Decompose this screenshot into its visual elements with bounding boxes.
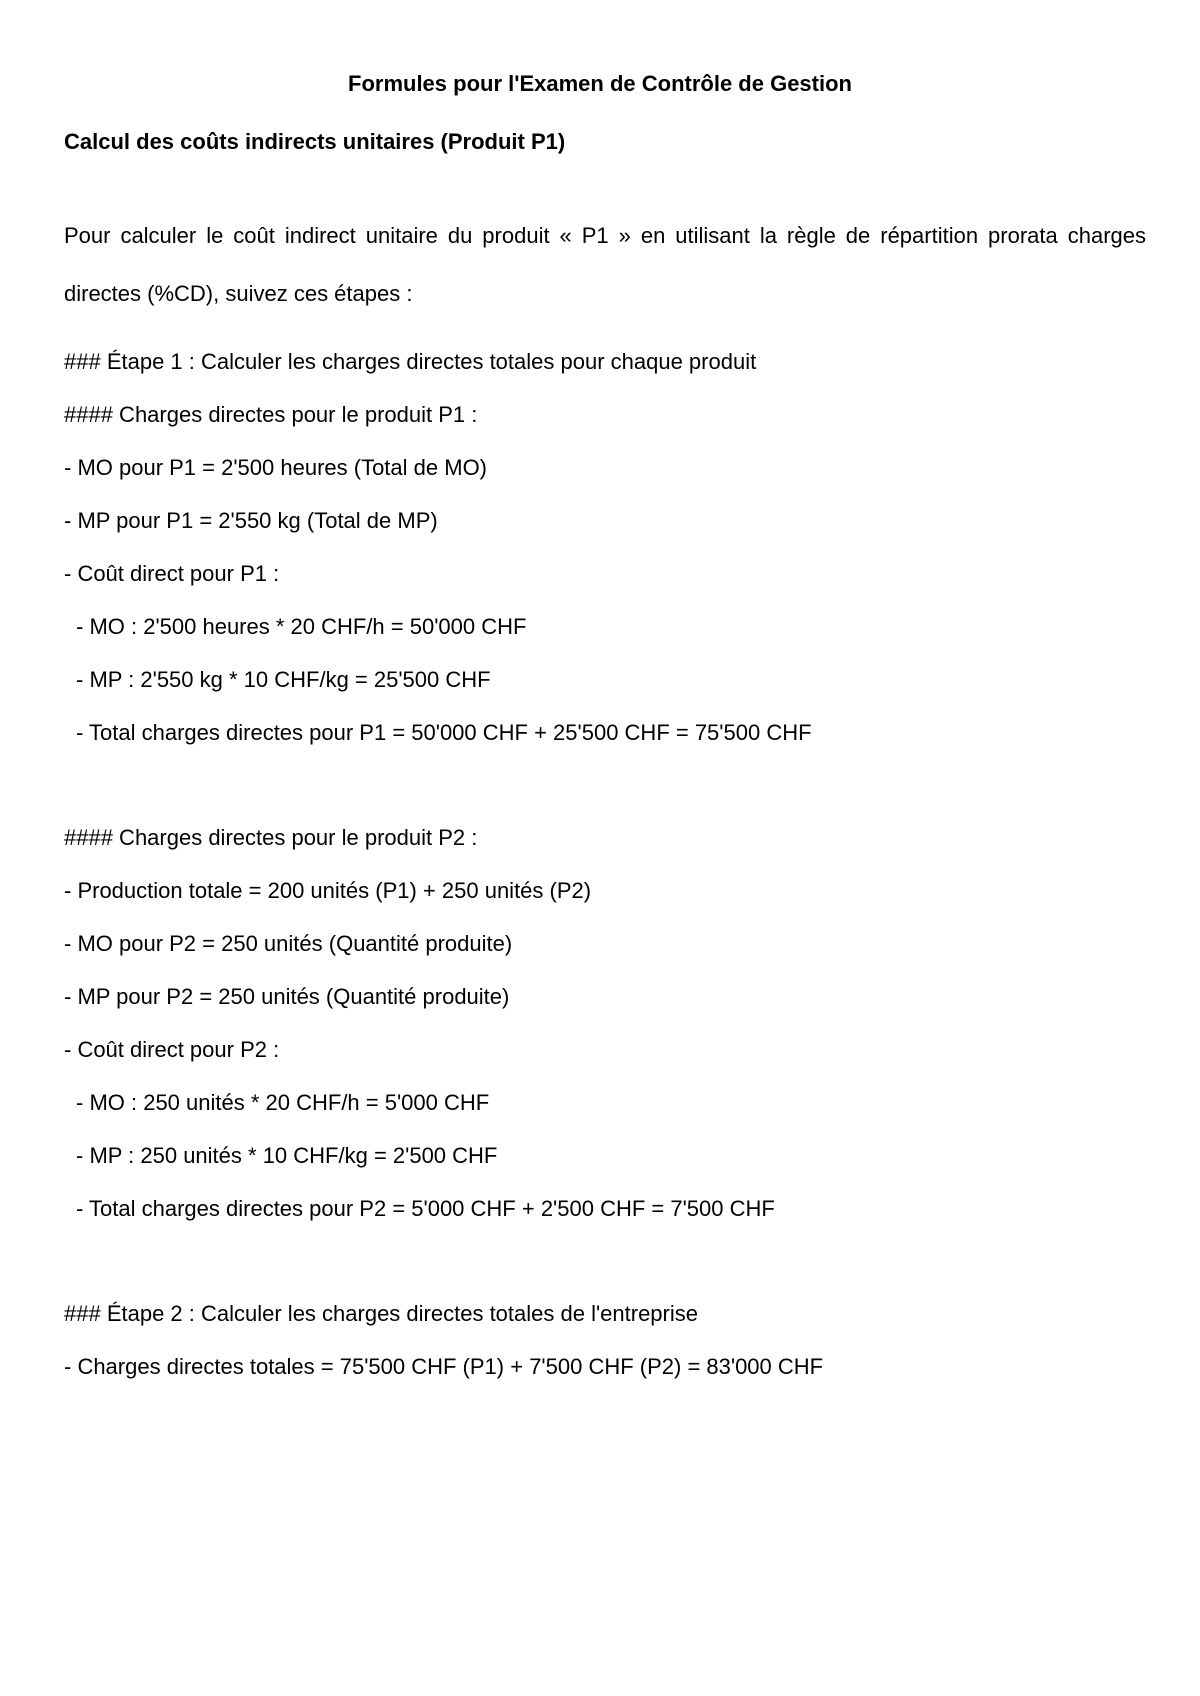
p1-subline-mp: - MP : 2'550 kg * 10 CHF/kg = 25'500 CHF — [76, 667, 491, 692]
p2-line-cout-direct: - Coût direct pour P2 : — [64, 1037, 280, 1062]
p2-line-production: - Production totale = 200 unités (P1) + 250 unités (P2) — [64, 878, 592, 903]
p2-subline-mp: - MP : 250 unités * 10 CHF/kg = 2'500 CHF — [76, 1143, 498, 1168]
intro-paragraph: Pour calculer le coût indirect unitaire du produit « P1 » en utilisant la règle de répartition prorata charges directes (%CD), suivez ces étapes : — [64, 223, 1146, 306]
p2-line-mp: - MP pour P2 = 250 unités (Quantité produite) — [64, 984, 510, 1009]
p2-line-mo: - MO pour P2 = 250 unités (Quantité produite) — [64, 931, 513, 956]
p1-line-mp: - MP pour P1 = 2'550 kg (Total de MP) — [64, 508, 438, 533]
p2-subline-mo: - MO : 250 unités * 20 CHF/h = 5'000 CHF — [76, 1090, 490, 1115]
section-title: Calcul des coûts indirects unitaires (Produit P1) — [64, 129, 566, 154]
p1-subline-mo: - MO : 2'500 heures * 20 CHF/h = 50'000 CHF — [76, 614, 527, 639]
p1-subline-total: - Total charges directes pour P1 = 50'000 CHF + 25'500 CHF = 75'500 CHF — [76, 720, 812, 745]
p2-subline-total: - Total charges directes pour P2 = 5'000 CHF + 2'500 CHF = 7'500 CHF — [76, 1196, 775, 1221]
step2-line-total: - Charges directes totales = 75'500 CHF (P1) + 7'500 CHF (P2) = 83'000 CHF — [64, 1354, 824, 1379]
step1-heading: ### Étape 1 : Calculer les charges directes totales pour chaque produit — [64, 349, 757, 374]
p1-heading: #### Charges directes pour le produit P1 : — [64, 402, 478, 427]
p2-heading: #### Charges directes pour le produit P2 : — [64, 825, 478, 850]
p1-line-cout-direct: - Coût direct pour P1 : — [64, 561, 280, 586]
p1-line-mo: - MO pour P1 = 2'500 heures (Total de MO) — [64, 455, 488, 480]
step2-heading: ### Étape 2 : Calculer les charges directes totales de l'entreprise — [64, 1301, 698, 1326]
document-title: Formules pour l'Examen de Contrôle de Gestion — [348, 71, 852, 96]
